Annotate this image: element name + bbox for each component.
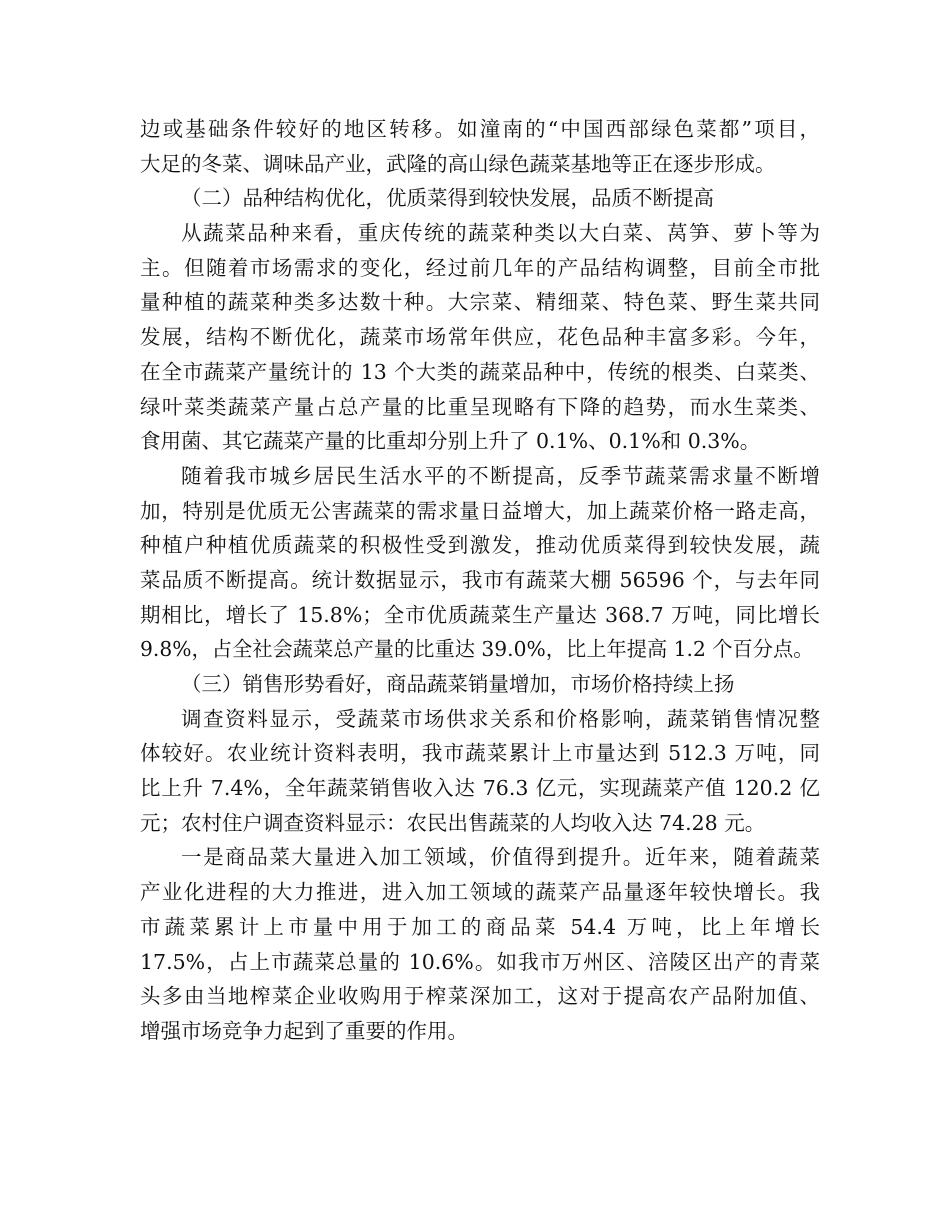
text-line: 边或基础条件较好的地区转移。如潼南的“中国西部绿色菜都”项目， <box>140 117 820 141</box>
text-line: 一是商品菜大量进入加工领域，价值得到提升。近年来，随着蔬菜 <box>181 845 820 870</box>
text-line: 17.5%，占上市蔬菜总量的 10.6%。如我市万州区、涪陵区出产的青菜 <box>140 949 820 974</box>
text-line: 大足的冬菜、调味品产业，武隆的高山绿色蔬菜基地等正在逐步形成。 <box>140 151 776 176</box>
text-line: 比上升 7.4%，全年蔬菜销售收入达 76.3 亿元，实现蔬菜产值 120.2 亿 <box>140 776 820 801</box>
text-line: 市蔬菜累计上市量中用于加工的商品菜 54.4 万吨，比上年增长 <box>140 914 820 939</box>
text-line: 调查资料显示，受蔬菜市场供求关系和价格影响，蔬菜销售情况整 <box>181 706 820 731</box>
text-line: 发展，结构不断优化，蔬菜市场常年供应，花色品种丰富多彩。今年， <box>140 325 820 350</box>
text-line: 加，特别是优质无公害蔬菜的需求量日益增大，加上蔬菜价格一路走高， <box>140 498 820 523</box>
text-line: 从蔬菜品种来看，重庆传统的蔬菜种类以大白菜、莴笋、萝卜等为 <box>181 221 820 246</box>
text-line: 食用菌、其它蔬菜产量的比重却分别上升了 0.1%、0.1%和 0.3%。 <box>140 429 761 454</box>
section-heading: （二）品种结构优化，优质菜得到较快发展，品质不断提高 <box>181 186 714 211</box>
section-heading: （三）销售形势看好，商品蔬菜销量增加，市场价格持续上扬 <box>181 672 735 696</box>
text-line: 9.8%，占全社会蔬菜总产量的比重达 39.0%，比上年提高 1.2 个百分点。 <box>140 637 814 662</box>
text-line: 量种植的蔬菜种类多达数十种。大宗菜、精细菜、特色菜、野生菜共同 <box>140 290 820 315</box>
text-line: 菜品质不断提高。统计数据显示，我市有蔬菜大棚 56596 个，与去年同 <box>140 567 820 592</box>
text-line: 绿叶菜类蔬菜产量占总产量的比重呈现略有下降的趋势，而水生菜类、 <box>140 394 820 419</box>
text-line: 期相比，增长了 15.8%；全市优质蔬菜生产量达 368.7 万吨，同比增长 <box>140 602 820 627</box>
text-line: 元；农村住户调查资料显示：农民出售蔬菜的人均收入达 74.28 元。 <box>140 810 766 835</box>
text-line: 种植户种植优质蔬菜的积极性受到激发，推动优质菜得到较快发展，蔬 <box>140 533 820 558</box>
text-line: 在全市蔬菜产量统计的 13 个大类的蔬菜品种中，传统的根类、白菜类、 <box>140 359 820 384</box>
text-line: 主。但随着市场需求的变化，经过前几年的产品结构调整，目前全市批 <box>140 255 820 280</box>
text-line: 体较好。农业统计资料表明，我市蔬菜累计上市量达到 512.3 万吨，同 <box>140 741 820 766</box>
text-line: 产业化进程的大力推进，进入加工领域的蔬菜产品量逐年较快增长。我 <box>140 880 820 905</box>
document-body <box>140 112 820 1049</box>
text-line: 增强市场竞争力起到了重要的作用。 <box>140 1018 468 1043</box>
text-line: 随着我市城乡居民生活水平的不断提高，反季节蔬菜需求量不断增 <box>181 463 820 488</box>
text-line: 头多由当地榨菜企业收购用于榨菜深加工，这对于提高农产品附加值、 <box>140 984 820 1009</box>
